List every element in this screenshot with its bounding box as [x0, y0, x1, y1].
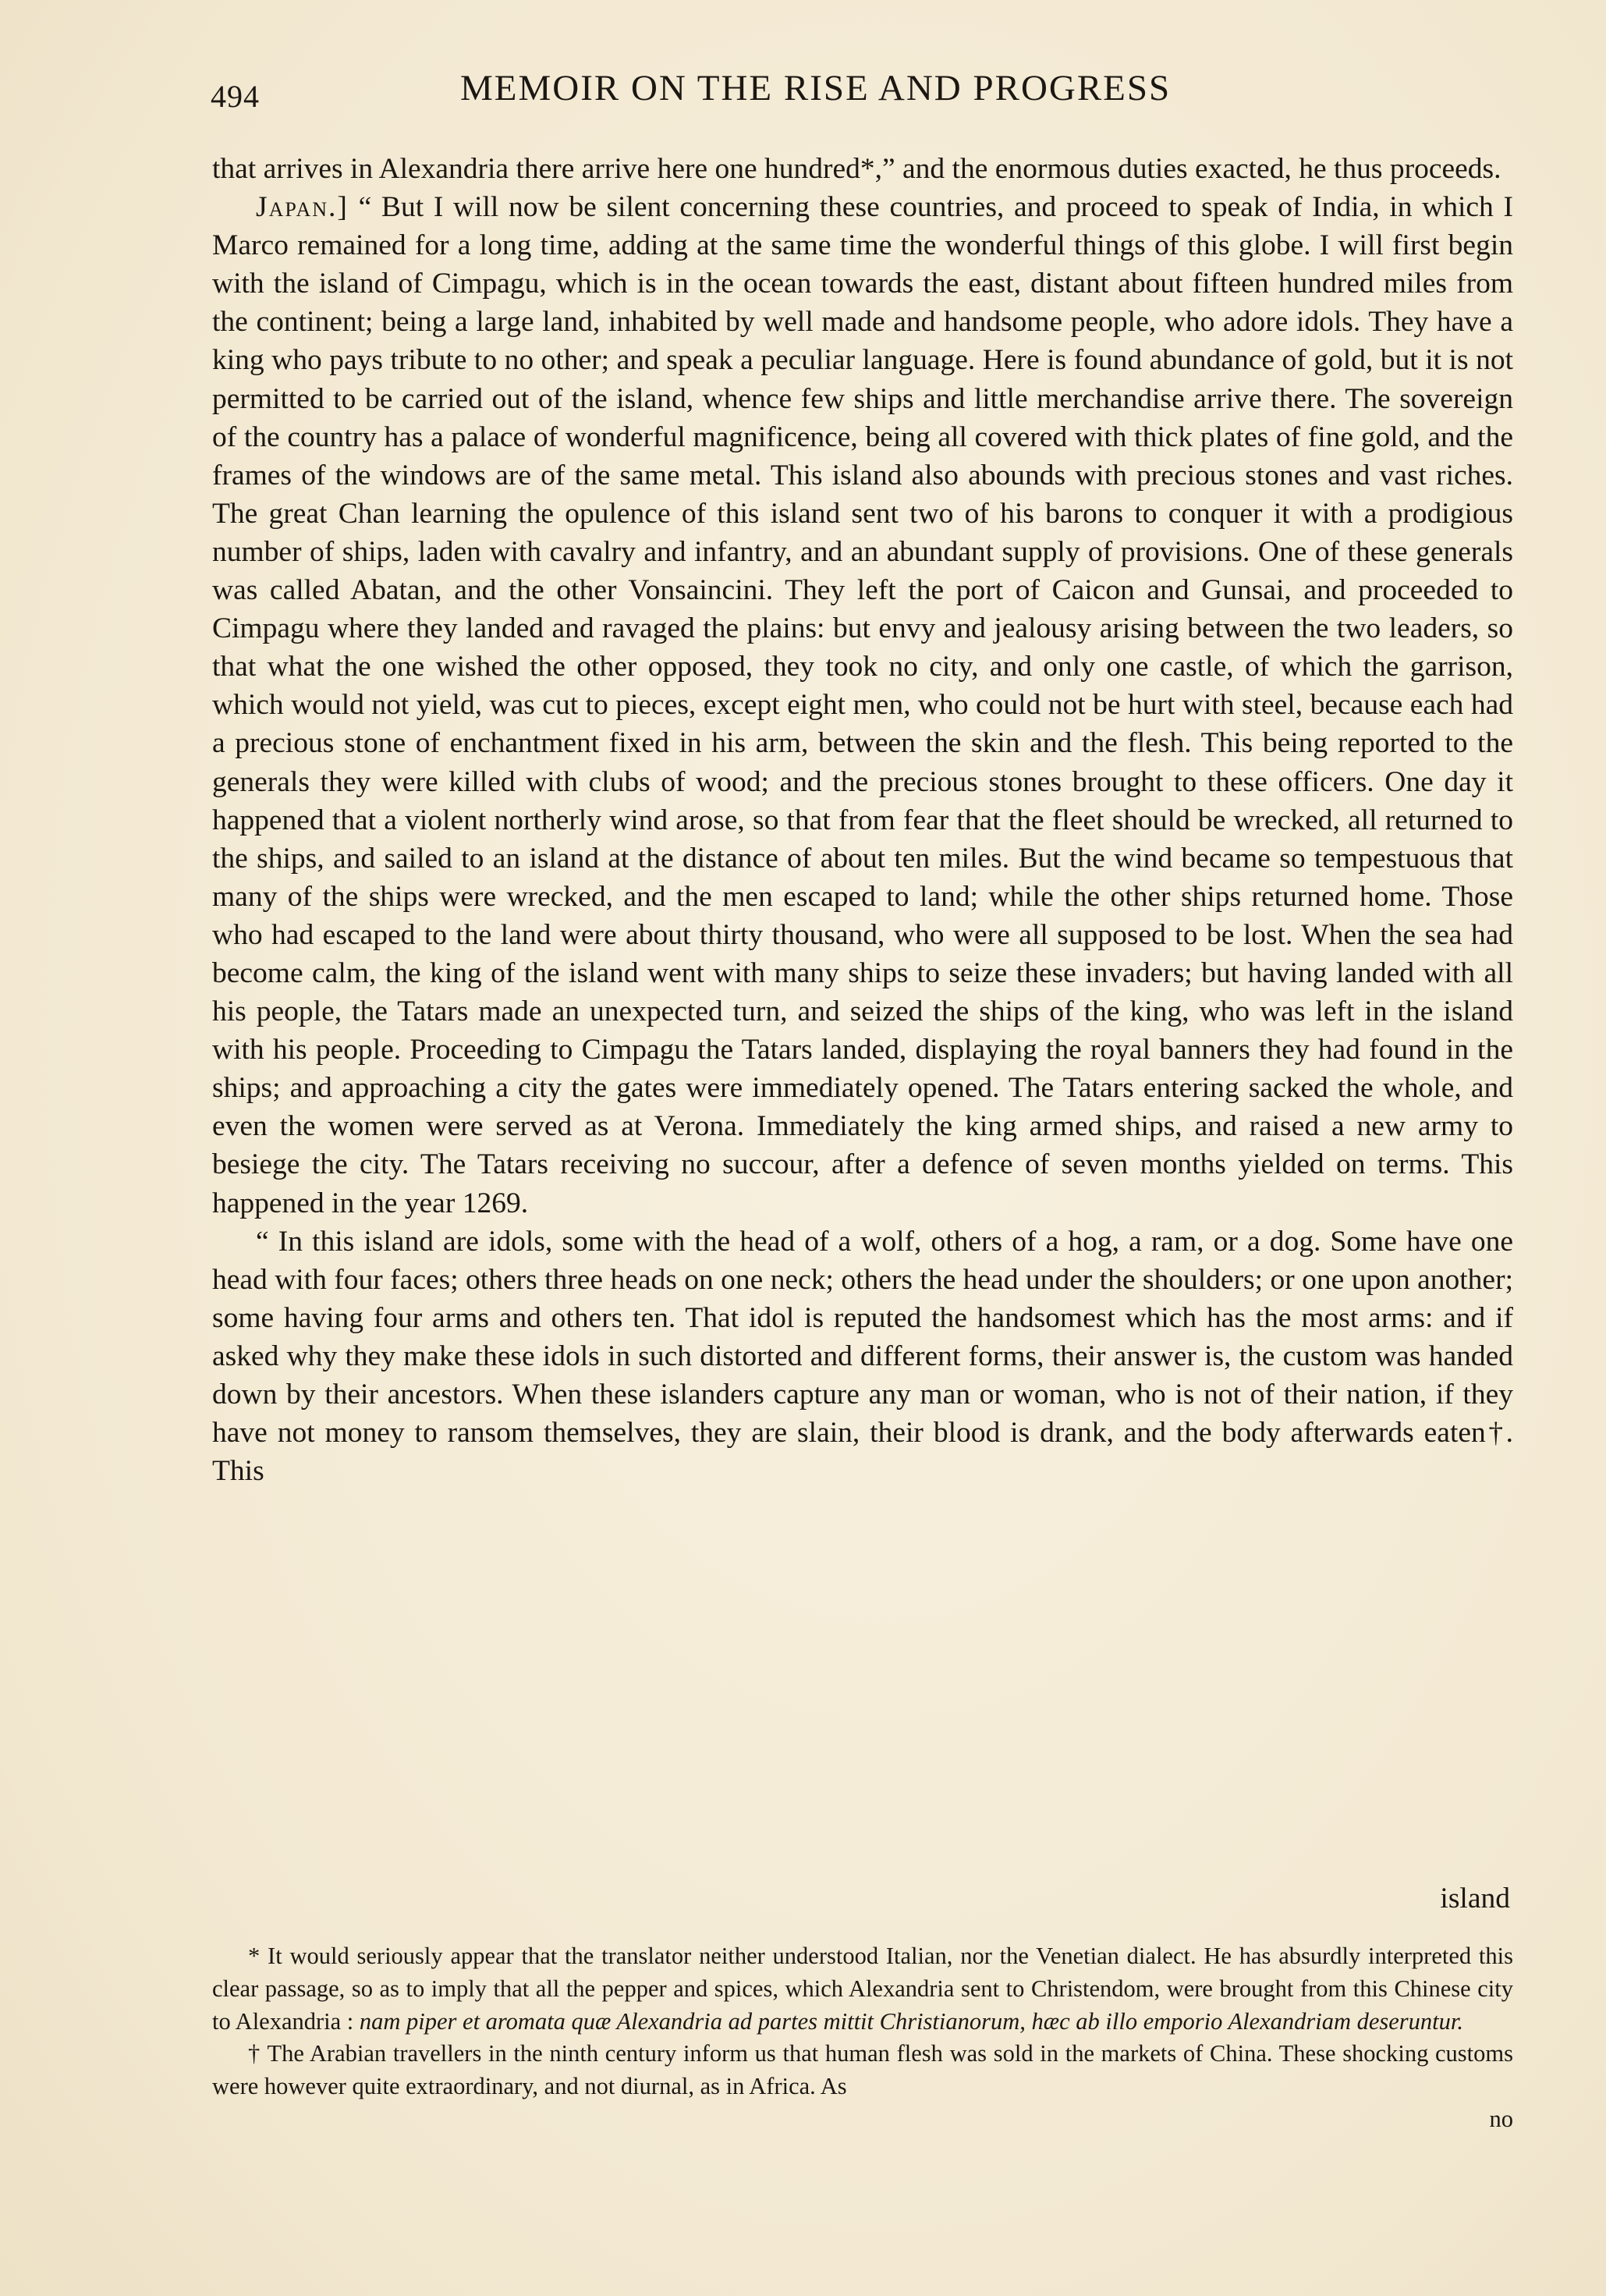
running-head: [211, 67, 1505, 122]
footnote-asterisk: [212, 1940, 1513, 2038]
running-title: MEMOIR ON THE RISE AND PROGRESS: [460, 68, 1172, 108]
side-heading-japan: Japan.]: [256, 191, 349, 224]
footnote-asterisk-latin: nam piper et aromata quæ Alexandria ad partes mittit Christianorum, hæc ab illo emporio Alexandriam deseruntur.: [359, 2007, 1464, 2035]
paragraph-idols: “ In this island are idols, some with the head of a wolf, others of a hog, a ram, or a dog. Some have one head with four faces; others three heads on one neck; others the head under the shoulders; or one upon another; some having four arms and others ten. That idol is reputed the handsomest which has the most arms: and if asked why they make these idols in such distorted and different forms, their answer is, the custom was handed down by their ancestors. When these islanders capture any man or woman, who is not of their nation, if they have not money to ransom themselves, they are slain, their blood is drank, and the body afterwards eaten†. This: [212, 1225, 1513, 1488]
body-text: [212, 150, 1513, 1490]
footnote-asterisk-text: * It would seriously appear that the translator neither understood Italian, nor the Venetian dialect. He has absurdly interpreted this clear passage, so as to imply that all the pepper and spices, which Alexandria sent to Christendom, were brought from this Chinese city to Alexandria :: [212, 1943, 1513, 2035]
paragraph-continuation: that arrives in Alexandria there arrive here one hundred*,” and the enormous duties exacted, he thus proceeds.: [212, 153, 1501, 185]
footnotes: [212, 1940, 1513, 2136]
paragraph-japan: [212, 188, 1513, 1223]
footnote-catchword: no: [1489, 2105, 1513, 2132]
footnote-dagger: † The Arabian travellers in the ninth century inform us that human flesh was sold in the markets of China. These shocking customs were however quite extraordinary, and not diurnal, as in Africa. As: [212, 2040, 1513, 2100]
catchword: island: [1440, 1883, 1510, 1915]
paragraph-japan-text: “ But I will now be silent concerning these countries, and proceed to speak of India, in which I Marco remained for a long time, adding at the same time the wonderful things of this globe. I will first begin with the island of Cimpagu, which is in the ocean towards the east, distant about fifteen hundred miles from the continent; being a large land, inhabited by well made and handsome people, who adore idols. They have a king who pays tribute to no other; and speak a peculiar language. Here is found abundance of gold, but it is not permitted to be carried out of the island, whence few ships and little merchandise arrive there. The sovereign of the country has a palace of wonderful magnificence, being all covered with thick plates of fine gold, and the frames of the windows are of the same metal. This island also abounds with precious stones and vast riches. The great Chan learning the opulence of this island sent two of his barons to conquer it with a prodigious number of ships, laden with cavalry and infantry, and an abundant supply of provisions. One of these generals was called Abatan, and the other Vonsaincini. They left the port of Caicon and Gunsai, and proceeded to Cimpagu where they landed and ravaged the plains: but envy and jealousy arising between the two leaders, so that what the one wished the other opposed, they took no city, and only one castle, of which the garrison, which would not yield, was cut to pieces, except eight men, who could not be hurt with steel, because each had a precious stone of enchantment fixed in his arm, between the skin and the flesh. This being reported to the generals they were killed with clubs of wood; and the precious stones brought to these officers. One day it happened that a violent northerly wind arose, so that from fear that the fleet should be wrecked, all returned to the ships, and sailed to an island at the distance of about ten miles. But the wind became so tempestuous that many of the ships were wrecked, and the men escaped to land; while the other ships returned home. Those who had escaped to the land were about thirty thousand, who were all supposed to be lost. When the sea had become calm, the king of the island went with many ships to seize these invaders; but having landed with all his people, the Tatars made an unexpected turn, and seized the ships of the king, who was left in the island with his people. Proceeding to Cimpagu the Tatars landed, displaying the royal banners they had found in the ships; and approaching a city the gates were immediately opened. The Tatars entering sacked the whole, and even the women were served as at Verona. Immediately the king armed ships, and raised a new army to besiege the city. The Tatars receiving no succour, after a defence of seven months yielded on terms. This happened in the year 1269.: [212, 191, 1513, 1219]
page-number: 494: [211, 79, 260, 114]
